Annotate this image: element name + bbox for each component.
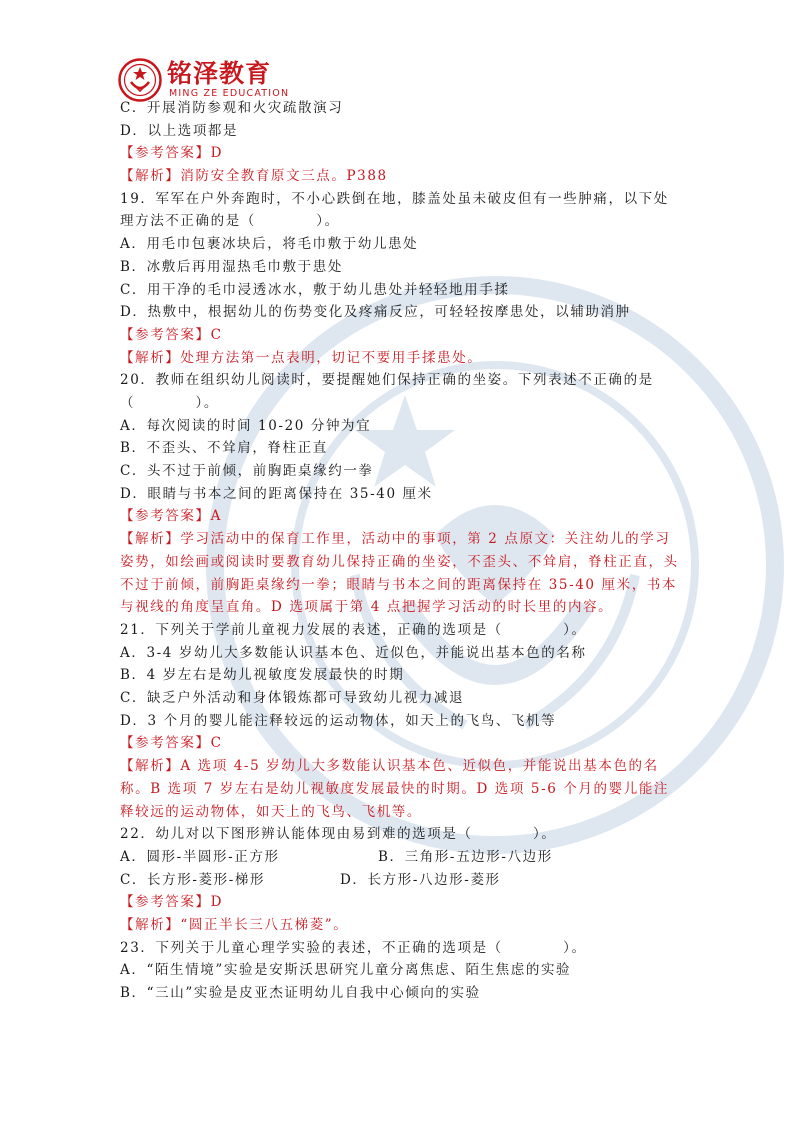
q22-option-a: A．圆形-半圆形-正方形 bbox=[120, 848, 280, 865]
q23-option-b: B．“三山”实验是皮亚杰证明幼儿自我中心倾向的实验 bbox=[120, 985, 481, 1002]
q19-option-d: D．热敷中，根据幼儿的伤势变化及疼痛反应，可轻轻按摩患处，以辅助消肿 bbox=[120, 304, 631, 321]
q19-explanation: 【解析】处理方法第一点表明，切记不要用手揉患处。 bbox=[120, 349, 483, 366]
q22-explanation: 【解析】“圆正半长三八五梯菱”。 bbox=[120, 916, 349, 933]
q21-option-a: A．3-4 岁幼儿大多数能认识基本色、近似色，并能说出基本色的名称 bbox=[120, 644, 587, 661]
q21-option-c: C．缺乏户外活动和身体锻炼都可导致幼儿视力减退 bbox=[120, 690, 465, 707]
q22-options-row-2 bbox=[120, 869, 680, 892]
question-22: 22．幼儿对以下图形辨认能体现由易到难的选项是（ ）。 bbox=[120, 826, 557, 843]
question-20: 20．教师在组织幼儿阅读时，要提醒她们保持正确的坐姿。下列表述不正确的是（ ）。 bbox=[120, 372, 654, 411]
q22-options-row-1 bbox=[120, 846, 680, 869]
q21-option-b: B．4 岁左右是幼儿视敏度发展最快的时期 bbox=[120, 667, 405, 684]
q21-explanation: 【解析】A 选项 4-5 岁幼儿大多数能认识基本色、近似色，并能说出基本色的名称。B 选项 7 岁左右是幼儿视敏度发展最快的时期。D 选项 5-6 个月的婴儿能注释较远的运动物体，如天上的飞鸟、飞机等。 bbox=[120, 758, 670, 820]
q22-option-b: B．三角形-五边形-八边形 bbox=[378, 848, 553, 865]
question-19: 19．军军在户外奔跑时，不小心跌倒在地，膝盖处虽未破皮但有一些肿痛，以下处理方法不正确的是（ ）。 bbox=[120, 190, 669, 230]
q22-option-d: D．长方形-八边形-菱形 bbox=[340, 871, 501, 888]
brand-name-en: MING ZE EDUCATION bbox=[169, 88, 290, 100]
q21-option-d: D．3 个月的婴儿能注释较远的运动物体，如天上的飞鸟、飞机等 bbox=[120, 712, 557, 729]
q19-answer: 【参考答案】C bbox=[120, 326, 223, 343]
q20-answer: 【参考答案】A bbox=[120, 508, 222, 525]
q19-option-c: C．用干净的毛巾浸透冰水，敷于幼儿患处并轻轻地用手揉 bbox=[120, 281, 510, 298]
q19-option-a: A．用毛巾包裹冰块后，将毛巾敷于幼儿患处 bbox=[120, 236, 419, 253]
q20-option-c: C．头不过于前倾，前胸距桌缘约一拳 bbox=[120, 463, 374, 480]
q19-option-b: B．冰敷后再用湿热毛巾敷于患处 bbox=[120, 258, 343, 275]
q20-option-d: D．眼睛与书本之间的距离保持在 35-40 厘米 bbox=[120, 485, 433, 502]
q21-answer: 【参考答案】C bbox=[120, 735, 223, 752]
q22-answer: 【参考答案】D bbox=[120, 894, 224, 911]
question-23: 23．下列关于儿童心理学实验的表述，不正确的选项是（ ）。 bbox=[120, 939, 587, 956]
document-body bbox=[120, 97, 680, 1005]
brand-emblem-icon bbox=[118, 58, 162, 102]
option-d: D．以上选项都是 bbox=[120, 122, 239, 139]
q20-explanation: 【解析】学习活动中的保育工作里，活动中的事项，第 2 点原文：关注幼儿的学习姿势，如绘画或阅读时要教育幼儿保持正确的坐姿，不歪头、不耸肩，脊柱正直，头不过于前倾，前胸距桌缘约一拳；眼睛与书本之间的距离保持在 35-40 厘米，书本与视线的角度呈直角。D 选项属于第 4 点把握学习活动的时长里的内容。 bbox=[120, 531, 679, 616]
question-21: 21．下列关于学前儿童视力发展的表述，正确的选项是（ ）。 bbox=[120, 621, 587, 638]
q20-option-b: B．不歪头、不耸肩，脊柱正直 bbox=[120, 440, 328, 457]
q22-option-c: C．长方形-菱形-梯形 bbox=[120, 871, 266, 888]
brand-name-cn: 铭泽教育 bbox=[167, 59, 272, 89]
answer: 【参考答案】D bbox=[120, 145, 224, 162]
q20-option-a: A．每次阅读的时间 10-20 分钟为宜 bbox=[120, 417, 372, 434]
brand-logo bbox=[118, 58, 289, 102]
q23-option-a: A．“陌生情境”实验是安斯沃思研究儿童分离焦虑、陌生焦虑的实验 bbox=[120, 962, 572, 979]
explanation: 【解析】消防安全教育原文三点。P388 bbox=[120, 168, 388, 185]
option-c: C．开展消防参观和火灾疏散演习 bbox=[120, 100, 344, 116]
